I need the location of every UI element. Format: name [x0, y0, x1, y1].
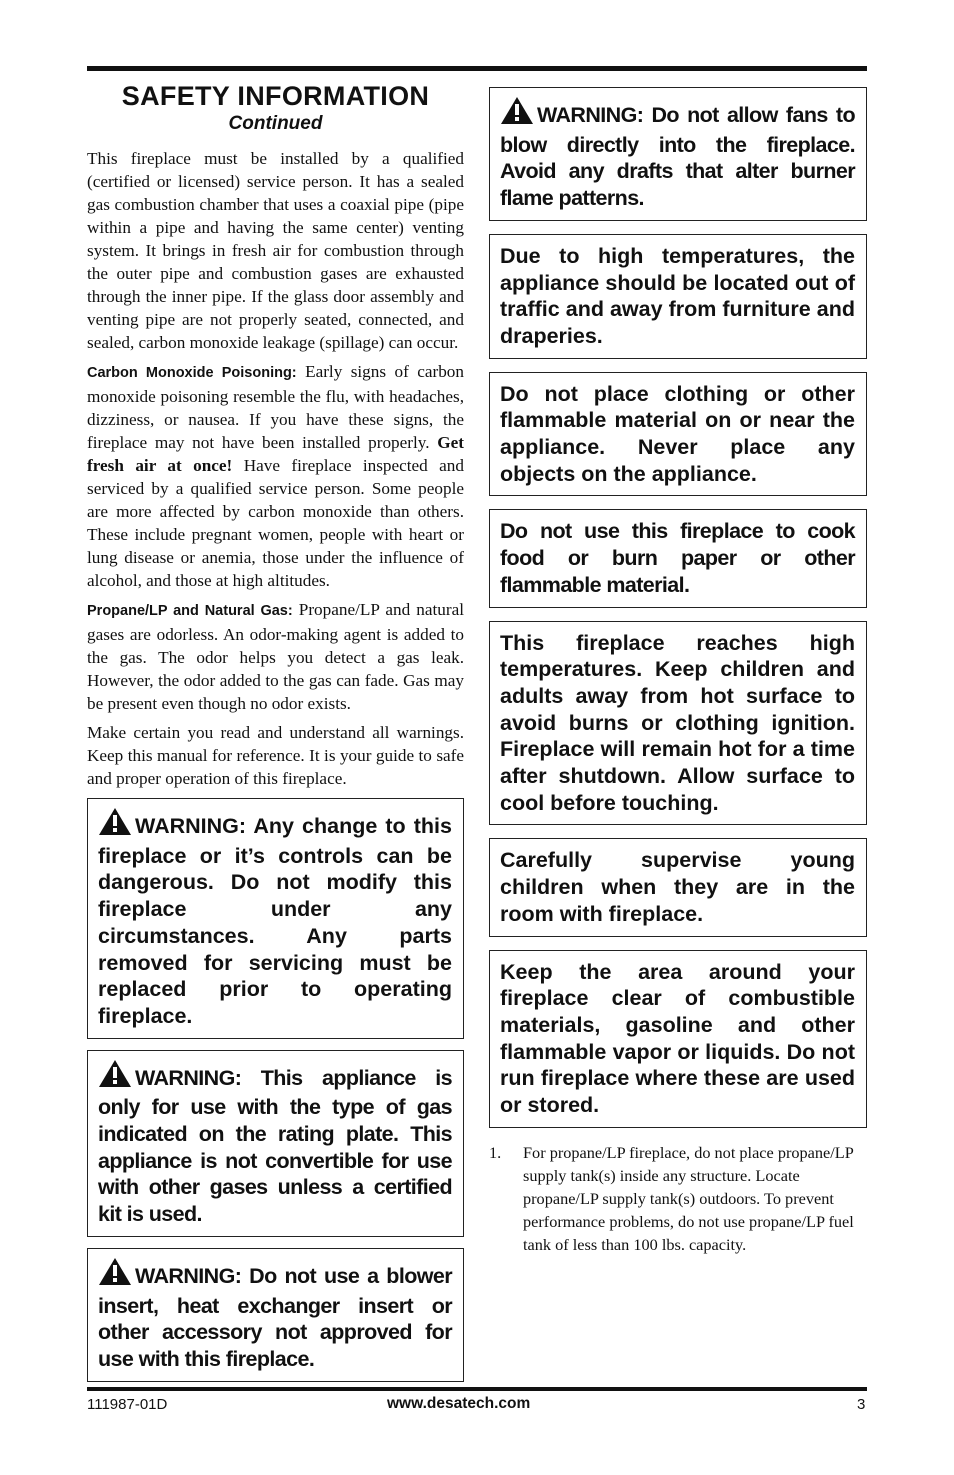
warning-text-fans: WARNING: Do not allow fans to blow directly into the fireplace. Avoid any drafts that alter burner flame patterns. [500, 103, 855, 211]
warning-triangle-icon [98, 1059, 132, 1095]
co-text-a: Early signs of carbon monoxide poisoning resemble the flu, with headaches, dizziness, or nausea. If you have these signs, the fireplace may not have been installed properly. [87, 362, 464, 452]
section-subtitle: Continued [228, 113, 323, 134]
intro-paragraph: This fireplace must be installed by a qualified (certified or licensed) service person. It has a sealed gas combustion chamber that uses a coaxial pipe (pipe within a pipe and having the same center) venting system. It brings in fresh air for combustion through the outer pipe and combustion gases are exhausted through the inner pipe. If the glass door assembly and venting pipe are not properly seated, connected, and sealed, carbon monoxide leakage (spillage) can occur. [87, 149, 464, 352]
caution-box-children: Carefully supervise young children when they are in the room with fireplace. [489, 838, 867, 936]
warning-text-modify: WARNING: Any change to this fireplace or it’s controls can be dangerous. Do not modify this fireplace under any circumstances. Any parts removed for servicing must be replaced prior to operating fireplace. [98, 814, 452, 1028]
footnote-number: 1. [489, 1142, 502, 1162]
caution-box-hot-surface: This fireplace reaches high temperatures. Keep children and adults away from hot surface to avoid burns or clothing ignition. Fireplace will remain hot for a time after shutdown. Allow surface to cool before touching. [489, 621, 867, 826]
right-column [489, 87, 867, 1256]
warning-triangle-icon [98, 1257, 132, 1293]
caution-box-clearance: Keep the area around your fireplace clear of combustible materials, gasoline and other flammable vapor or liquids. Do not run fireplace where these are used or stored. [489, 950, 867, 1128]
co-paragraph [87, 360, 464, 592]
left-column [87, 80, 464, 1393]
manual-paragraph: Make certain you read and understand all warnings. Keep this manual for reference. It is your guide to safe and proper operation of this fireplace. [87, 723, 464, 788]
caution-box-cooking: Do not use this fireplace to cook food or burn paper or other flammable material. [489, 509, 867, 607]
warning-box-blower [87, 1248, 464, 1382]
warning-triangle-icon [500, 96, 534, 132]
gas-text: Propane/LP and natural gases are odorless. An odor-making agent is added to the gas. The odor helps you detect a gas leak. However, the odor added to the gas can fade. Gas may be present even though no odor exists. [87, 600, 464, 713]
doc-number: 111987-01D [87, 1396, 168, 1413]
section-title: SAFETY INFORMATION [121, 81, 430, 111]
gas-label: Propane/LP and Natural Gas: [87, 603, 293, 619]
caution-box-location: Due to high temperatures, the appliance should be located out of traffic and away from furniture and draperies. [489, 234, 867, 359]
website-link[interactable]: www.desatech.com [387, 1395, 531, 1412]
bottom-rule [87, 1387, 867, 1391]
footnote-text: For propane/LP fireplace, do not place propane/LP supply tank(s) inside any structure. Locate propane/LP supply tank(s) outdoors. To prevent performance problems, do not use propane/LP fuel tank of less than 100 lbs. capacity. [523, 1142, 854, 1254]
warning-box-gas-type [87, 1050, 464, 1237]
co-text-b: Have fireplace inspected and serviced by a qualified service person. Some people are more affected by carbon monoxide than others. These include pregnant women, people with heart or lung disease or anemia, those under the influence of alcohol, and those at high altitudes. [87, 456, 464, 590]
caution-box-clothing: Do not place clothing or other flammable material on or near the appliance. Never place any objects on the appliance. [489, 372, 867, 497]
page-number: 3 [857, 1396, 866, 1413]
footnote [489, 1141, 867, 1256]
warning-box-fans [489, 87, 867, 221]
warning-text-gas-type: WARNING: This appliance is only for use with the type of gas indicated on the rating plate. This appliance is not convertible for use with other gases unless a certified kit is used. [98, 1065, 452, 1227]
top-rule [87, 66, 867, 71]
co-strong: Get fresh air at once! [87, 433, 464, 475]
warning-text-blower: WARNING: Do not use a blower insert, heat exchanger insert or other accessory not approved for use with this fireplace. [98, 1263, 452, 1371]
warning-box-modify [87, 798, 464, 1039]
gas-paragraph [87, 598, 464, 715]
co-label: Carbon Monoxide Poisoning: [87, 365, 297, 381]
warning-triangle-icon [98, 807, 132, 843]
